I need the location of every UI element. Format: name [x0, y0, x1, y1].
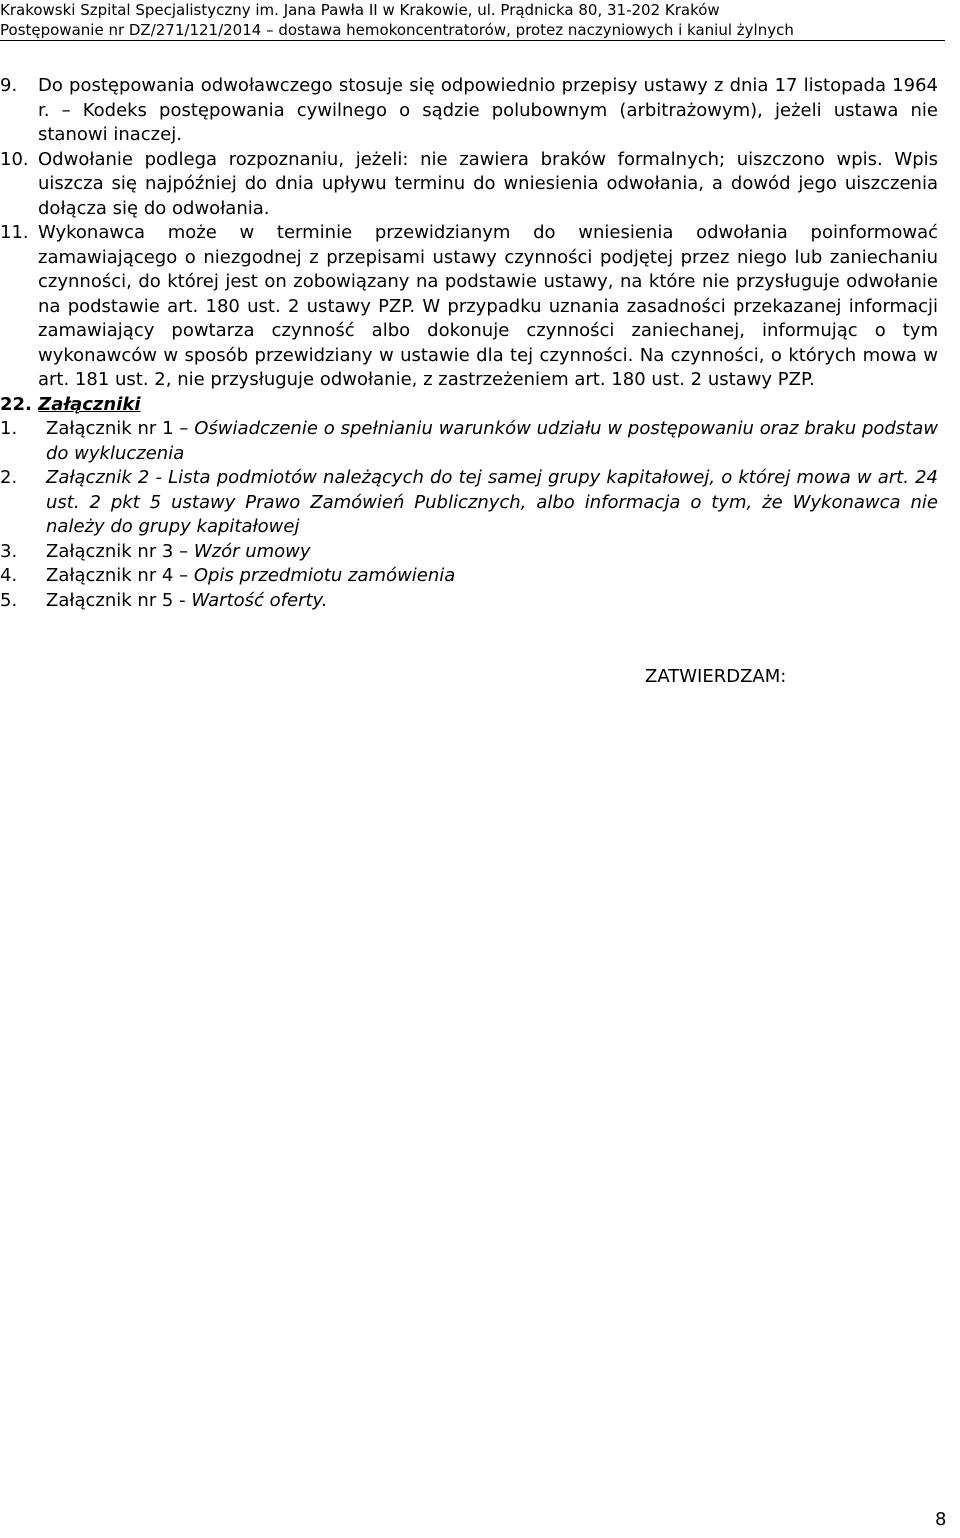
attachments-list	[0, 417, 938, 613]
header-procedure: Postępowanie nr DZ/271/121/2014 – dostawa hemokoncentratorów, protez naczyniowych i kaniul żylnych	[0, 21, 794, 39]
paragraph-9	[0, 74, 938, 148]
paragraph-text: Wykonawca może w terminie przewidzianym do wniesienia odwołania poinformować zamawiającego o niezgodnej z przepisami ustawy czynności podjętej przez niego lub zaniechaniu czynności, do której jest on zobowiązany na podstawie ustawy, na które nie przysługuje odwołanie na podstawie art. 180 ust. 2 ustawy PZP. W przypadku uznania zasadności przekazanej informacji zamawiający powtarza czynność albo dokonuje czynności zaniechanej, informując o tym wykonawców w sposób przewidziany w ustawie dla tej czynności. Na czynności, o których mowa w art. 181 ust. 2, nie przysługuje odwołanie, z zastrzeżeniem art. 180 ust. 2 ustawy PZP.	[38, 222, 938, 390]
attachment-item	[0, 564, 938, 589]
attachment-number: 3.	[0, 540, 18, 562]
attachment-item	[0, 589, 938, 614]
attachment-prefix: Załącznik nr 1 –	[46, 418, 195, 439]
paragraph-number: 11.	[0, 222, 29, 243]
paragraph-10	[0, 148, 938, 222]
numbered-paragraphs	[0, 74, 938, 393]
paragraph-11	[0, 221, 938, 393]
page-number: 8	[935, 1509, 947, 1530]
attachment-title: Wartość oferty.	[191, 589, 328, 611]
attachment-text	[46, 589, 938, 614]
section-number: 22.	[0, 393, 32, 415]
attachment-number: 2.	[0, 467, 18, 488]
attachment-number: 5.	[0, 589, 18, 611]
paragraph-number: 10.	[0, 148, 29, 170]
attachment-text	[46, 540, 938, 565]
header-institution: Krakowski Szpital Specjalistyczny im. Jana Pawła II w Krakowie, ul. Prądnicka 80, 31-202 Kraków	[0, 1, 720, 19]
header-divider	[0, 40, 945, 41]
attachment-number: 1.	[0, 418, 18, 439]
paragraph-text: Do postępowania odwoławczego stosuje się odpowiednio przepisy ustawy z dnia 17 listopada 1964 r. – Kodeks postępowania cywilnego o sądzie polubownym (arbitrażowym), jeżeli ustawa nie stanowi inaczej.	[38, 75, 938, 145]
attachment-text	[46, 417, 938, 466]
page-header	[0, 0, 945, 40]
attachment-item	[0, 540, 938, 565]
document-body	[0, 74, 938, 613]
approval-label: ZATWIERDZAM:	[645, 666, 787, 687]
attachment-text	[46, 466, 938, 540]
attachment-prefix: Załącznik nr 3 –	[46, 540, 194, 562]
paragraph-number: 9.	[0, 75, 18, 96]
attachment-text	[46, 564, 938, 589]
attachment-title: Wzór umowy	[193, 540, 311, 562]
attachment-title: Załącznik 2 - Lista podmiotów należących do tej samej grupy kapitałowej, o której mowa w art. 24 ust. 2 pkt 5 ustawy Prawo Zamówień Publicznych, albo informacja o tym, że Wykonawca nie należy do grupy kapitałowej	[46, 467, 938, 537]
section-heading-attachments	[0, 393, 938, 418]
paragraph-text: Odwołanie podlega rozpoznaniu, jeżeli: nie zawiera braków formalnych; uiszczono wpis. Wpis uiszcza się najpóźniej do dnia upływu terminu do wniesienia odwołania, a dowód jego uiszczenia dołącza się do odwołania.	[38, 148, 938, 219]
attachment-item	[0, 417, 938, 466]
attachment-number: 4.	[0, 565, 18, 586]
attachment-prefix: Załącznik nr 5 -	[46, 589, 192, 611]
section-title: Załączniki	[38, 393, 141, 415]
attachment-title: Oświadczenie o spełnianiu warunków udziału w postępowaniu oraz braku podstaw do wykluczenia	[46, 418, 938, 464]
attachment-prefix: Załącznik nr 4 –	[46, 565, 194, 586]
attachment-title: Opis przedmiotu zamówienia	[193, 565, 456, 586]
attachment-item	[0, 466, 938, 540]
